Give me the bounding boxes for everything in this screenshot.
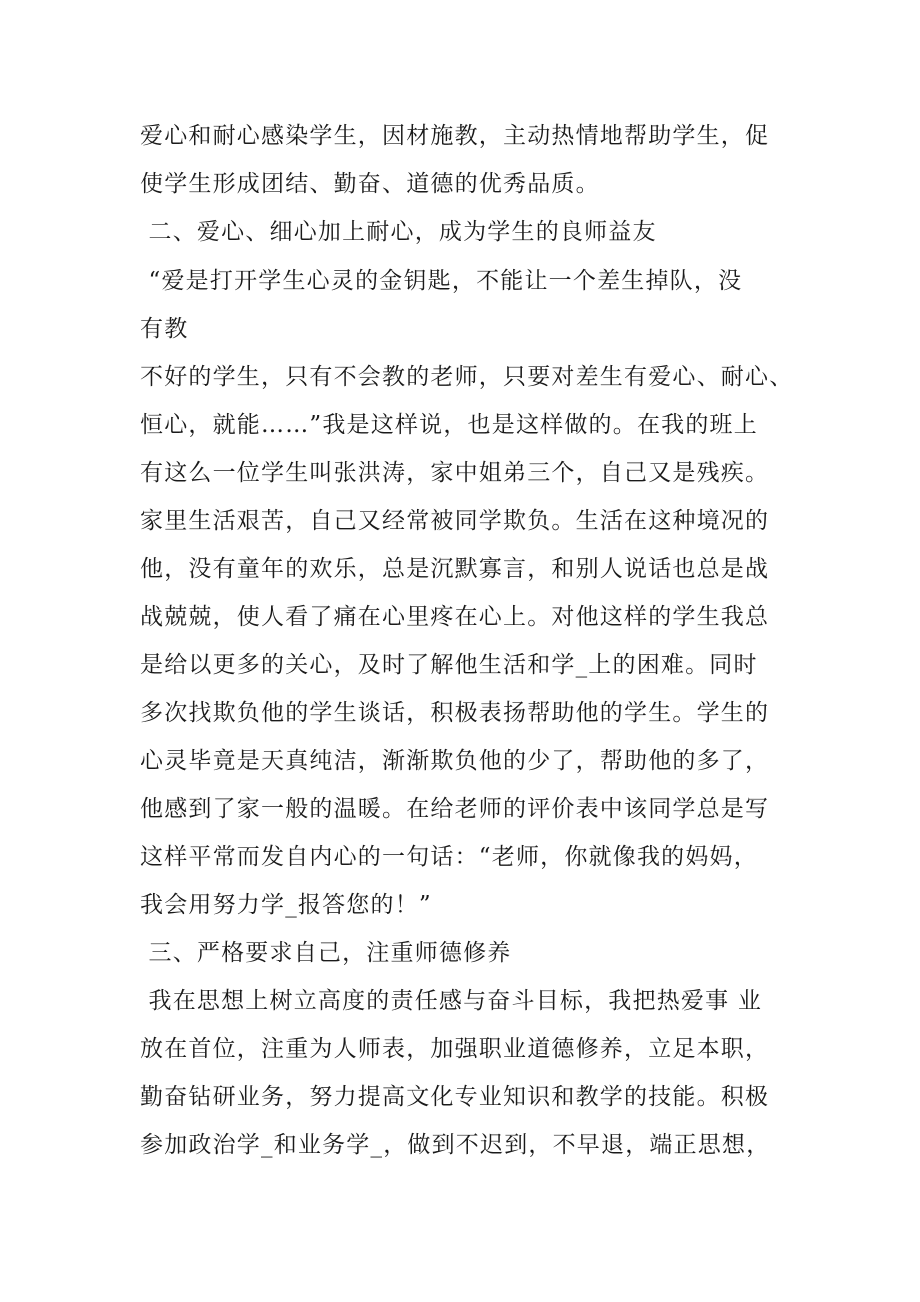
text-line: “爱是打开学生心灵的金钥匙，不能让一个差生掉队，没: [140, 268, 743, 294]
text-line: 心灵毕竟是天真纯洁，渐渐欺负他的少了，帮助他的多了，: [140, 748, 770, 774]
section-heading: 二、爱心、细心加上耐心，成为学生的良师益友: [140, 219, 657, 245]
text-line: 他，没有童年的欢乐，总是沉默寡言，和别人说话也总是战: [140, 556, 770, 582]
text-line: 他感到了家一般的温暖。在给老师的评价表中该同学总是写: [140, 796, 770, 822]
text-line: 勤奋钻研业务，努力提高文化专业知识和教学的技能。积极: [140, 1084, 770, 1110]
section-heading: 三、严格要求自己，注重师德修养: [140, 940, 512, 966]
text-line: 是给以更多的关心，及时了解他生活和学_上的困难。同时: [140, 652, 758, 678]
text-line: 我在思想上树立高度的责任感与奋斗目标，我把热爱事 业: [140, 988, 763, 1014]
text-line: 我会用努力学_报答您的！”: [140, 892, 432, 918]
text-line: 有教: [140, 316, 189, 342]
text-line: 多次找欺负他的学生谈话，积极表扬帮助他的学生。学生的: [140, 700, 770, 726]
text-line: 有这么一位学生叫张洪涛，家中姐弟三个，自己又是残疾。: [140, 460, 770, 486]
text-line: 这样平常而发自内心的一句话：“老师，你就像我的妈妈，: [140, 844, 758, 870]
text-line: 放在首位，注重为人师表，加强职业道德修养，立足本职，: [140, 1036, 770, 1062]
text-line: 战兢兢，使人看了痛在心里疼在心上。对他这样的学生我总: [140, 604, 770, 630]
text-line: 家里生活艰苦，自己又经常被同学欺负。生活在这种境况的: [140, 508, 770, 534]
text-line: 使学生形成团结、勤奋、道德的优秀品质。: [140, 171, 600, 197]
text-line: 爱心和耐心感染学生，因材施教，主动热情地帮助学生，促: [140, 123, 770, 149]
text-line: 不好的学生，只有不会教的老师，只要对差生有爱心、耐心、: [140, 364, 794, 390]
text-line: 恒心，就能……”我是这样说，也是这样做的。在我的班上: [140, 412, 758, 438]
text-line: 参加政治学_和业务学_，做到不迟到，不早退，端正思想，: [140, 1132, 771, 1158]
